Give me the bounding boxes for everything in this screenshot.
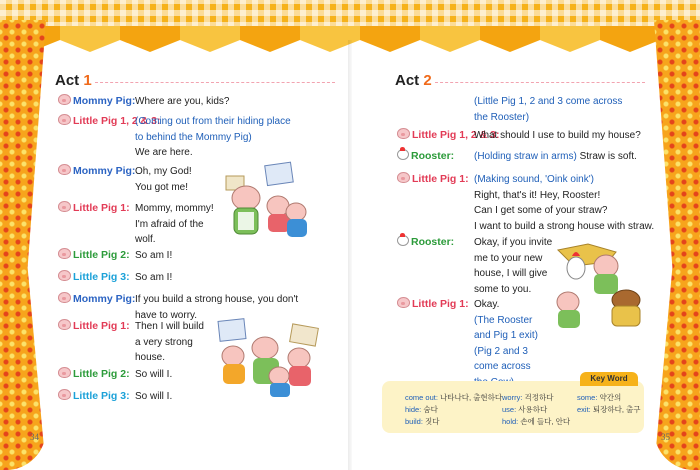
dialogue-line xyxy=(474,149,637,165)
speaker-name: Little Pig 3: xyxy=(73,271,130,283)
book-spine xyxy=(348,40,352,470)
stage-direction: (Holding straw in arms) xyxy=(474,151,577,162)
speaker-label xyxy=(58,389,130,402)
page-number-right: 35 xyxy=(661,432,670,442)
dialogue-line: (Little Pig 1, 2 and 3 come across xyxy=(474,96,623,107)
speaker-label xyxy=(58,270,130,283)
speaker-label xyxy=(58,94,135,107)
dialogue-line: So am I! xyxy=(135,272,173,283)
speaker-label xyxy=(397,172,469,185)
keyword-item xyxy=(405,392,502,403)
dialogue-line: have to worry. xyxy=(135,309,198,321)
act1-title xyxy=(55,72,92,89)
rooster-icon xyxy=(397,235,409,246)
pig-icon xyxy=(58,94,71,105)
keyword-item xyxy=(405,404,438,415)
dialogue-line: We are here. xyxy=(135,147,193,158)
dialogue-line: (The Rooster xyxy=(474,314,533,326)
keyword-english: some: xyxy=(577,393,600,402)
speaker-name: Little Pig 1, 2 & 3: xyxy=(412,129,500,141)
curtain-left xyxy=(0,20,46,470)
dialogue-line: So will I. xyxy=(135,369,173,380)
dialogue-line: house. xyxy=(135,352,166,363)
dialogue-line: If you build a strong house, you don't xyxy=(135,294,299,305)
dialogue-line: (Coming out from their hiding place xyxy=(135,116,291,127)
pig-icon xyxy=(397,297,410,308)
act2-title xyxy=(395,72,432,89)
dialogue-line: (Pig 2 and 3 xyxy=(474,345,528,357)
keyword-item xyxy=(405,416,440,427)
act2-label: Act xyxy=(395,72,424,89)
speaker-name: Little Pig 1, 2 & 3: xyxy=(73,115,161,127)
keyword-korean: 약간의 xyxy=(599,393,622,402)
act1-label: Act xyxy=(55,72,84,89)
pig-icon xyxy=(58,248,71,259)
dialogue-text: Straw is soft. xyxy=(576,151,637,162)
dialogue-line: Okay. xyxy=(474,299,500,310)
pig-icon xyxy=(397,172,410,183)
dialogue-line: Mommy, mommy! xyxy=(135,203,214,214)
rooster-icon xyxy=(397,149,409,160)
valance-top xyxy=(0,0,700,40)
keyword-tab: Key Word xyxy=(580,372,638,386)
speaker-label xyxy=(397,235,454,248)
dialogue-line: the Rooster) xyxy=(474,111,530,123)
speaker-name: Rooster: xyxy=(411,150,455,162)
pig-family-illustration xyxy=(218,160,313,242)
keyword-korean: 퇴장하다, 출구 xyxy=(592,405,641,414)
speaker-name: Mommy Pig: xyxy=(73,293,136,305)
curtain-right xyxy=(654,20,700,470)
keyword-english: worry: xyxy=(502,393,525,402)
page-number-left: 34 xyxy=(30,432,39,442)
pig-icon xyxy=(58,319,71,330)
keyword-english: build: xyxy=(405,417,426,426)
act1-number: 1 xyxy=(83,72,92,89)
dialogue-line: Where are you, kids? xyxy=(135,96,230,107)
speaker-name: Little Pig 1: xyxy=(412,173,469,185)
speaker-name: Mommy Pig: xyxy=(73,95,136,107)
pig-icon xyxy=(58,367,71,378)
dialogue-line: So am I! xyxy=(135,250,173,261)
speaker-name: Little Pig 2: xyxy=(73,249,130,261)
dialogue-line: So will I. xyxy=(135,391,173,402)
pigs-with-blueprints-illustration xyxy=(213,318,328,398)
pig-icon xyxy=(58,164,71,175)
dialogue-line: house, I will give xyxy=(474,268,548,279)
keyword-korean: 사용하다 xyxy=(518,405,548,414)
pig-icon xyxy=(397,128,410,139)
speaker-label xyxy=(58,292,135,305)
act2-divider xyxy=(435,82,645,83)
act1-divider xyxy=(95,82,335,83)
keyword-item xyxy=(502,404,547,415)
dialogue-line: I want to build a strong house with straw. xyxy=(474,220,655,232)
keyword-item xyxy=(577,404,640,415)
dialogue-line: come across xyxy=(474,361,531,372)
dialogue-line: Okay, if you invite xyxy=(474,237,553,248)
dialogue-line: What should I use to build my house? xyxy=(474,130,641,141)
speaker-label xyxy=(397,297,469,310)
keyword-english: hide: xyxy=(405,405,424,414)
dialogue-line: I'm afraid of the xyxy=(135,218,204,230)
speaker-label xyxy=(58,248,130,261)
speaker-name: Mommy Pig: xyxy=(73,165,136,177)
dialogue-line: wolf. xyxy=(135,234,156,245)
speaker-name: Little Pig 1: xyxy=(73,320,130,332)
speaker-label xyxy=(58,367,130,380)
speaker-label xyxy=(58,164,135,177)
keyword-korean: 손에 들다, 안다 xyxy=(520,417,571,426)
dialogue-line: (Making sound, 'Oink oink') xyxy=(474,174,594,185)
keyword-english: use: xyxy=(502,405,519,414)
speaker-name: Little Pig 3: xyxy=(73,390,130,402)
pig-icon xyxy=(58,114,71,125)
dialogue-line: You got me! xyxy=(135,181,189,193)
keyword-korean: 걱정하다 xyxy=(524,393,554,402)
dialogue-line: me to your new xyxy=(474,252,543,264)
pig-icon xyxy=(58,270,71,281)
dialogue-line: to behind the Mommy Pig) xyxy=(135,131,252,143)
dialogue-line: a very strong xyxy=(135,336,193,348)
keyword-english: come out: xyxy=(405,393,441,402)
speaker-name: Little Pig 1: xyxy=(412,298,469,310)
speaker-label xyxy=(58,201,130,214)
speaker-label xyxy=(397,149,454,162)
keyword-item xyxy=(502,392,553,403)
keyword-english: exit: xyxy=(577,405,593,414)
keyword-english: hold: xyxy=(502,417,521,426)
speaker-name: Little Pig 2: xyxy=(73,368,130,380)
dialogue-line: some to you. xyxy=(474,283,532,295)
dialogue-line: Oh, my God! xyxy=(135,166,192,177)
keyword-item xyxy=(577,392,621,403)
keyword-korean: 숨다 xyxy=(423,405,438,414)
speaker-name: Rooster: xyxy=(411,236,455,248)
pig-icon xyxy=(58,292,71,303)
dialogue-line: and Pig 1 exit) xyxy=(474,330,538,341)
keyword-korean: 짓다 xyxy=(425,417,440,426)
speaker-name: Little Pig 1: xyxy=(73,202,130,214)
dialogue-line: Then I will build xyxy=(135,321,204,332)
dialogue-line: Can I get some of your straw? xyxy=(474,205,608,216)
keyword-item xyxy=(502,416,570,427)
dialogue-line: Right, that's it! Hey, Rooster! xyxy=(474,189,601,201)
rooster-and-pigs-illustration xyxy=(548,240,648,332)
keyword-korean: 나타나다, 출현하다 xyxy=(440,393,503,402)
speaker-label xyxy=(58,319,130,332)
pig-icon xyxy=(58,389,71,400)
act2-number: 2 xyxy=(423,72,432,89)
pig-icon xyxy=(58,201,71,212)
